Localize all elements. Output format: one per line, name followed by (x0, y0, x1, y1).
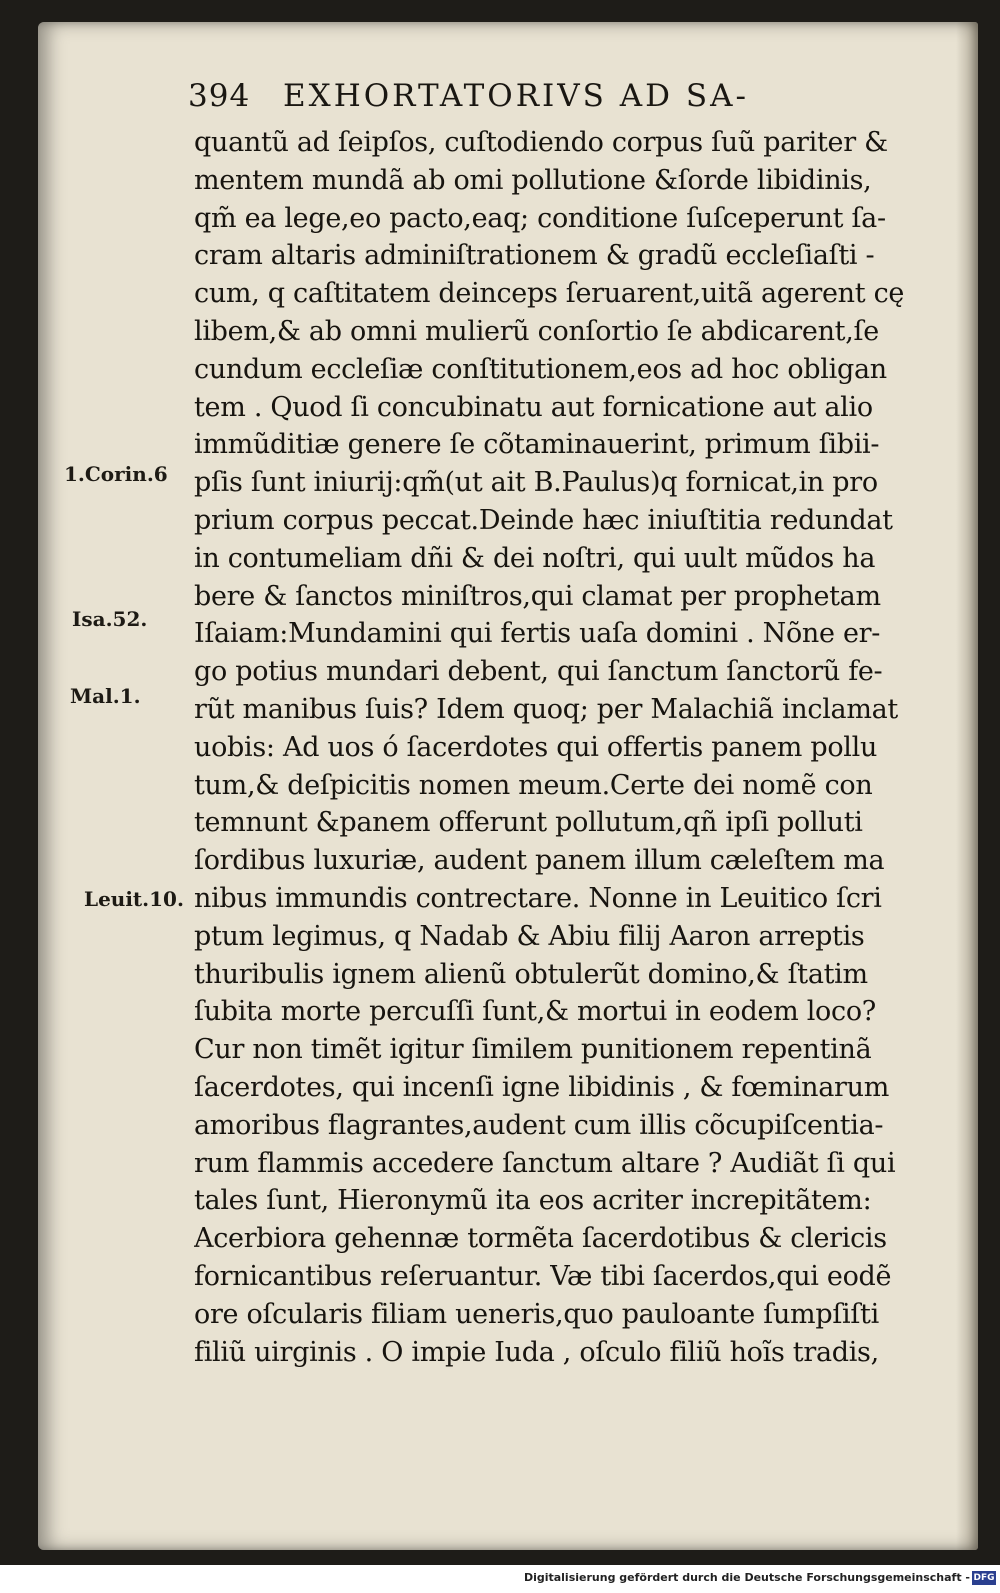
text-line: prium corpus peccat.Deinde hæc iniuſtitia redundat (194, 504, 893, 536)
marginal-note: Mal.1. (70, 684, 141, 708)
text-line: go potius mundari debent, qui ſanctum ſanctorũ fe- (194, 656, 883, 688)
dfg-logo: DFG (973, 1573, 995, 1583)
text-line: filiũ uirginis . O impie Iuda , oſculo filiũ hoĩs tradis, (194, 1336, 879, 1368)
text-line: uobis: Ad uos ó ſacerdotes qui offertis panem pollu (194, 731, 878, 763)
text-line: rũt manibus ſuis? Idem quoq; per Malachiã inclamat (194, 693, 898, 725)
marginal-note: Leuit.10. (84, 887, 184, 911)
page-number: 394 (188, 78, 251, 114)
text-line: ſacerdotes, qui incenſi igne libidinis , & fœminarum (194, 1071, 890, 1103)
text-line: rum flammis accedere ſanctum altare ? Audiãt ſi qui (194, 1147, 896, 1179)
text-line: nibus immundis contrectare. Nonne in Leuitico ſcri (194, 882, 882, 914)
text-line: immũditiæ genere ſe cõtaminauerint, primum ſibiі- (194, 429, 880, 461)
funding-credit: Digitalisierung gefördert durch die Deutsche Forschungsgemeinschaft - (523, 1571, 970, 1584)
text-line: thuribulis ignem alienũ obtulerũt domino,& ſtatim (194, 958, 868, 990)
text-line: tales ſunt, Hieronymũ ita eos acriter increpitãtem: (194, 1185, 872, 1217)
text-line: bere & ſanctos miniſtros,qui clamat per prophetam (194, 580, 881, 612)
book-page (38, 22, 978, 1550)
text-line: temnunt &panem offerunt pollutum,qñ ipſi polluti (194, 807, 863, 839)
text-line: ſubita morte percuſſi ſunt,& mortui in eodem loco? (194, 996, 876, 1028)
body-text (194, 124, 964, 1371)
text-line: cundum eccleſiæ conſtitutionem,eos ad hoc obligan (194, 353, 887, 385)
footer-bar (0, 1565, 1000, 1593)
running-head (188, 68, 848, 118)
text-line: cram altaris adminiſtrationem & gradũ eccleſiaſti - (194, 240, 875, 272)
text-line: Cur non timẽt igitur ſimilem punitionem repentinã (194, 1034, 872, 1066)
text-line: ſordibus luxuriæ, audent panem illum cæleſtem ma (194, 845, 885, 877)
text-line: tem . Quod ſi concubinatu aut fornicatione aut alio (194, 391, 873, 423)
text-line: libem,& ab omni mulierũ conſortio ſe abdicarent,ſe (194, 315, 879, 347)
text-line: mentem mundã ab omi pollutione &ſorde libidinis, (194, 164, 872, 196)
text-line: cum, q caſtitatem deinceps ſeruarent,uitã agerent cę (194, 278, 905, 310)
text-line: quantũ ad ſeipſos, cuſtodiendo corpus ſuũ pariter & (194, 127, 888, 158)
text-line: Iſaiam:Mundamini qui fertis uaſa domini . Nõne er- (194, 618, 881, 650)
text-line: fornicantibus reſeruantur. Væ tibi ſacerdos,qui eodẽ (194, 1260, 892, 1292)
text-line: in contumeliam dñi & dei noſtri, qui uult mũdos ha (194, 542, 876, 574)
text-line: qm̃ ea lege,eo pacto,eaq; conditione ſuſceperunt ſa- (194, 202, 886, 234)
text-line: pſis ſunt iniurij:qm̃(ut ait B.Paulus)q fornicat,in pro (194, 467, 878, 499)
text-line: Acerbiora gehennæ tormẽta ſacerdotibus & clericis (194, 1223, 887, 1255)
marginal-note: 1.Corin.6 (64, 462, 168, 486)
text-line: ore oſcularis filiam ueneris,quo pauloante ſumpſiſti (194, 1298, 879, 1330)
running-title: EXHORTATORIVS AD SA- (283, 78, 749, 114)
text-line: tum,& deſpicitis nomen meum.Certe dei nomẽ con (194, 769, 873, 801)
text-line: amoribus flagrantes,audent cum illis cõcupiſcentia- (194, 1109, 884, 1141)
text-line: ptum legimus, q Nadab & Abiu filij Aaron arreptis (194, 920, 865, 952)
marginal-note: Isa.52. (72, 607, 148, 631)
